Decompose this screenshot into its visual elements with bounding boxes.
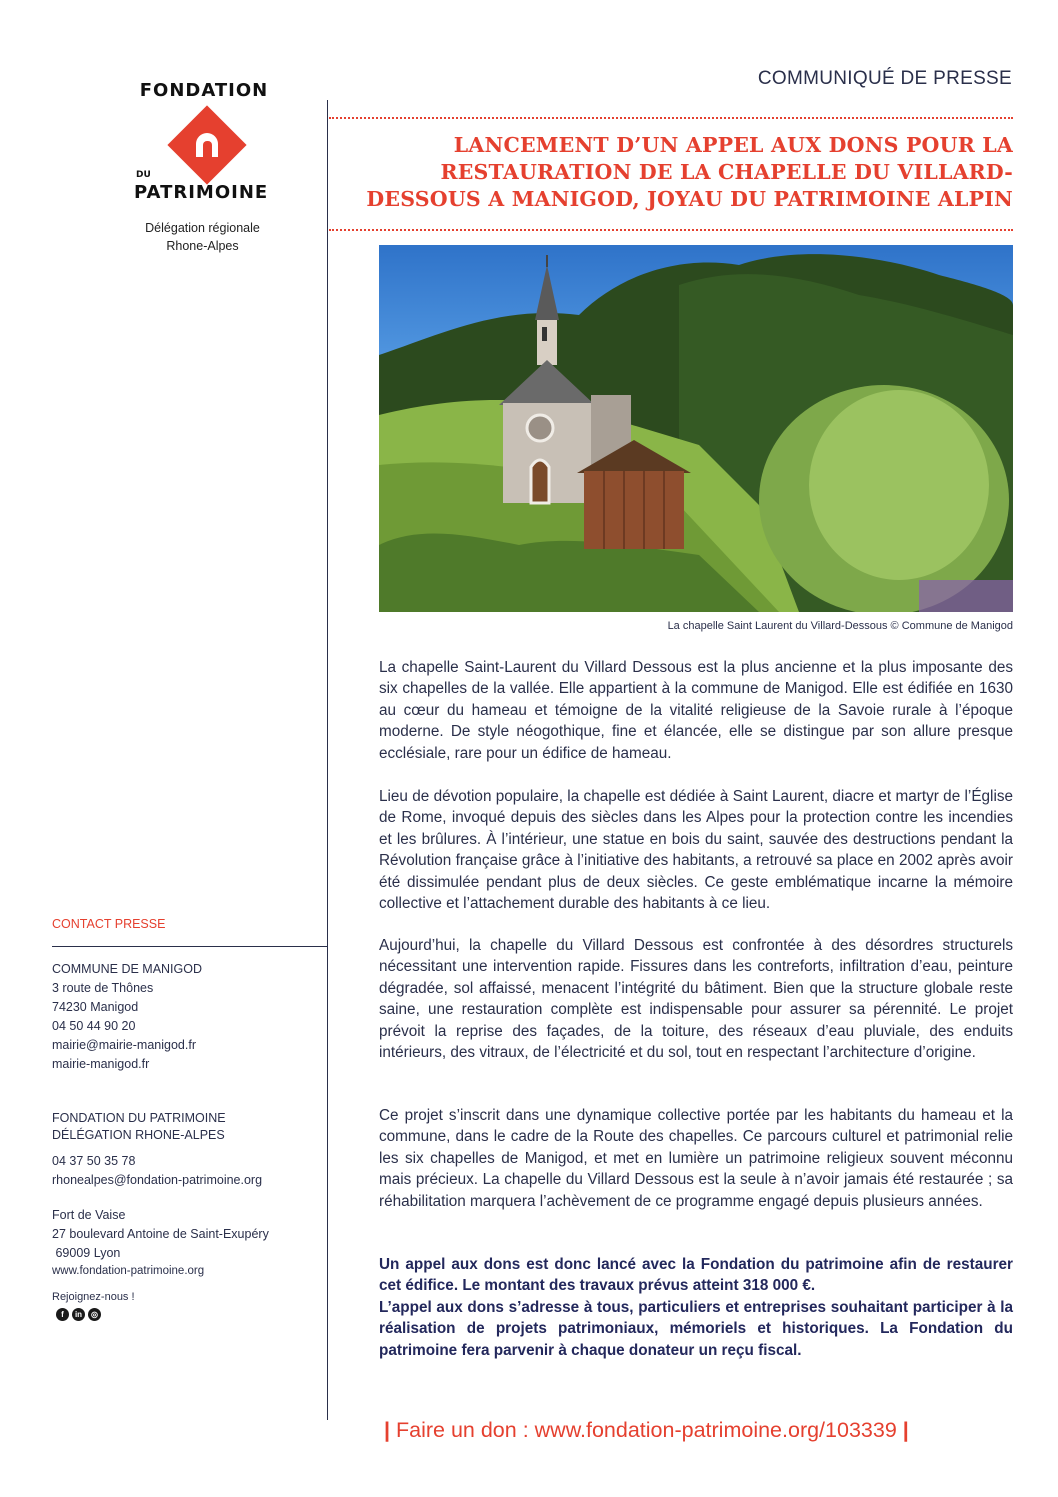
delegation-line2: Rhone-Alpes xyxy=(166,239,239,253)
fondation-name1: FONDATION DU PATRIMOINE xyxy=(52,1111,226,1125)
headline-line3: DESSOUS A MANIGOD, JOYAU DU PATRIMOINE ALPIN xyxy=(366,187,1013,211)
fondation-website[interactable]: www.fondation-patrimoine.org xyxy=(52,1265,205,1277)
logo-wordmark-du: DU xyxy=(136,170,151,180)
delegation-label xyxy=(120,219,285,255)
dotted-rule-bottom xyxy=(329,229,1013,231)
commune-email[interactable]: mairie@mairie-manigod.fr xyxy=(52,1038,196,1052)
headline-line1: LANCEMENT D’UN APPEL AUX DONS POUR LA xyxy=(453,133,1013,157)
instagram-icon[interactable]: ◎ xyxy=(88,1308,101,1321)
contact-commune xyxy=(52,960,202,1074)
contact-fondation-address xyxy=(52,1206,269,1279)
fondation-address2: 27 boulevard Antoine de Saint-Exupéry xyxy=(52,1227,269,1241)
donate-link-text[interactable]: Faire un don : www.fondation-patrimoine.org/103339 xyxy=(396,1418,897,1442)
cta-bar-right: | xyxy=(902,1418,909,1442)
paragraph-4: Ce projet s’inscrit dans une dynamique collective portée par les habitants du hameau et la commune, dans le cadre de la Route des chapelles. Ce parcours culturel et patrimonial relie les six chapelles de Manigod, et met en lumière un patrimoine religieux souvent méconnu mais précieux. La chapelle du Villard Dessous est la seule à n’avoir jamais été restaurée ; sa réhabilitation marquera l’achèvement de ce programme engagé depuis plusieurs années. xyxy=(379,1107,1013,1210)
linkedin-icon[interactable]: in xyxy=(72,1308,85,1321)
dotted-rule-top xyxy=(329,117,1013,119)
fondation-phone[interactable]: 04 37 50 35 78 xyxy=(52,1154,136,1168)
social-label: Rejoignez-nous ! xyxy=(52,1291,135,1303)
donate-link[interactable] xyxy=(384,1418,909,1443)
commune-address1: 3 route de Thônes xyxy=(52,981,154,995)
photo-caption: La chapelle Saint Laurent du Villard-Dessous © Commune de Manigod xyxy=(667,620,1013,632)
commune-website[interactable]: mairie-manigod.fr xyxy=(52,1057,150,1071)
paragraph-2: Lieu de dévotion populaire, la chapelle est dédiée à Saint Laurent, diacre et martyr de l’Église de Rome, invoqué depuis des siècles dans les Alpes pour la protection contre les incendies et les brûlures. À l’intérieur, une statue en bois du saint, sauvée des destructions pendant la Révolution française grâce à l’initiative des habitants, a retrouvé sa place en 2002 après avoir été dissimulée pendant plus de deux siècles. Ce geste emblématique incarne la mémoire collective et l’attachement durable des habitants à ce lieu. xyxy=(379,788,1013,913)
fondation-address1: Fort de Vaise xyxy=(52,1208,126,1222)
logo-wordmark-top: FONDATION xyxy=(139,80,269,101)
chapel-photo xyxy=(379,245,1013,612)
logo-wordmark-bottom: PATRIMOINE xyxy=(134,182,269,203)
contact-title: CONTACT PRESSE xyxy=(52,917,166,931)
social-icons xyxy=(56,1308,101,1321)
paragraph-1: La chapelle Saint-Laurent du Villard Dessous est la plus ancienne et la plus imposante des six chapelles de la vallée. Elle appartient à la commune de Manigod. Elle est édifiée en 1630 au cœur du hameau et témoigne de la vitalité religieuse de la Savoie rurale à l’époque moderne. De style néogothique, fine et élancée, elle se distingue par son allure presque ecclésiale, rare pour un édifice de hameau. xyxy=(379,659,1013,762)
contact-divider xyxy=(52,946,328,947)
headline-line2: RESTAURATION DE LA CHAPELLE DU VILLARD- xyxy=(440,160,1013,184)
paragraph-3: Aujourd’hui, la chapelle du Villard Dessous est confrontée à des désordres structurels nécessitant une intervention rapide. Fissures dans les contreforts, infiltration d’eau, peinture dégradée, sol affaissé, menacent l’intégrité du bâtiment. Bien que la structure globale reste saine, une restauration complète est indispensable pour assurer sa pérennité. Le projet prévoit la reprise des façades, de la toiture, des réseaux d’eau pluviale, des enduits intérieurs, des vitraux, de l’électricité et du sol, tout en respectant l’architecture d’origine. xyxy=(379,937,1013,1062)
contact-fondation-details xyxy=(52,1152,262,1190)
fondation-email[interactable]: rhonealpes@fondation-patrimoine.org xyxy=(52,1173,263,1187)
appeal-paragraph-2: L’appel aux dons s’adresse à tous, particuliers et entreprises souhaitant participer à la réalisation de projets patrimoniaux, mémoriels et historiques. La Fondation du patrimoine fera parvenir à chaque donateur un reçu fiscal. xyxy=(379,1299,1013,1359)
logo-diamond-icon xyxy=(149,105,259,191)
fondation-name2: DÉLÉGATION RHONE-ALPES xyxy=(52,1128,225,1142)
press-release-label: COMMUNIQUÉ DE PRESSE xyxy=(757,68,1012,89)
foundation-logo xyxy=(134,80,274,191)
commune-name: COMMUNE DE MANIGOD xyxy=(52,962,202,976)
commune-address2: 74230 Manigod xyxy=(52,1000,139,1014)
delegation-line1: Délégation régionale xyxy=(145,221,260,235)
facebook-icon[interactable]: f xyxy=(56,1308,69,1321)
headline xyxy=(340,132,1013,213)
fondation-address3: 69009 Lyon xyxy=(52,1246,121,1260)
appeal-paragraph: Un appel aux dons est donc lancé avec la Fondation du patrimoine afin de restaurer cet édifice. Le montant des travaux prévus atteint 318 000 €. xyxy=(379,1256,1013,1295)
commune-phone[interactable]: 04 50 44 90 20 xyxy=(52,1019,136,1033)
column-divider xyxy=(327,100,328,1420)
contact-fondation-name xyxy=(52,1110,226,1144)
cta-bar-left: | xyxy=(384,1418,391,1442)
